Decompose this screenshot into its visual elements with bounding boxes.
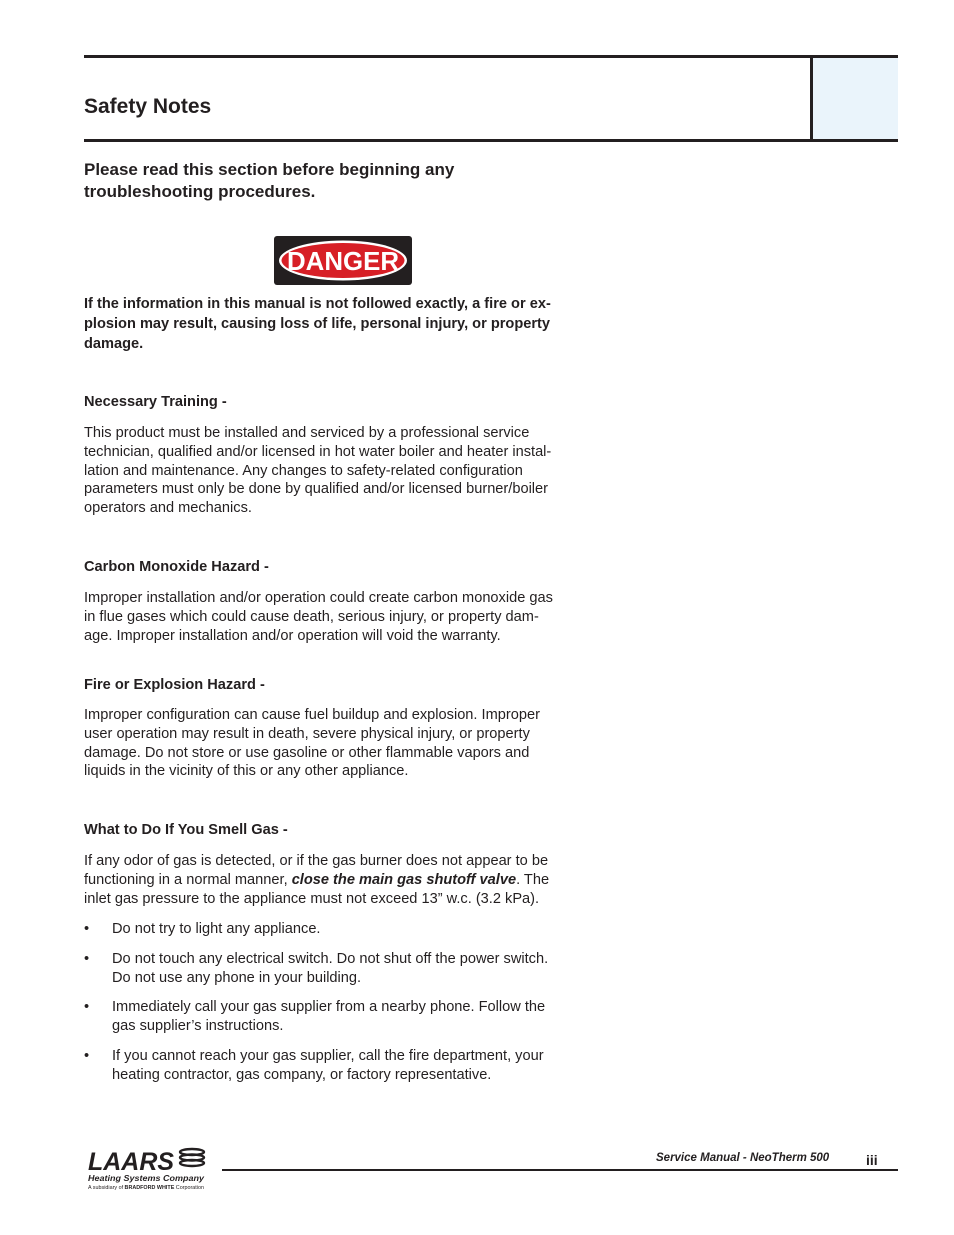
text-line: lation and maintenance. Any changes to safety-related configuration	[84, 462, 523, 479]
footer-rule	[222, 1169, 898, 1171]
header-bottom-rule	[84, 139, 898, 142]
text-line: user operation may result in death, severe physical injury, or property	[84, 725, 530, 742]
fire-explosion-text	[84, 706, 594, 781]
text-line: in flue gases which could cause death, serious injury, or property dam-	[84, 608, 539, 625]
list-item	[84, 998, 594, 1036]
text-line: Immediately call your gas supplier from a nearby phone. Follow the	[112, 999, 546, 1015]
text-line: liquids in the vicinity of this or any other appliance.	[84, 763, 409, 780]
bullet-marker: •	[84, 921, 90, 937]
text-line: Improper configuration can cause fuel buildup and explosion. Improper	[84, 707, 540, 723]
text-line: parameters must only be done by qualified and/or licensed burner/boiler	[84, 481, 549, 498]
warning-line: If the information in this manual is not followed exactly, a fire or ex-	[84, 296, 551, 312]
text-line: If you cannot reach your gas supplier, call the fire department, your	[112, 1048, 544, 1064]
fire-explosion-heading: Fire or Explosion Hazard -	[84, 677, 265, 693]
logo-emblem-icon	[180, 1149, 204, 1166]
necessary-training-heading: Necessary Training -	[84, 394, 227, 410]
list-item	[84, 950, 594, 988]
section-tab-box	[810, 58, 898, 139]
list-item-text	[112, 1047, 594, 1085]
page-number: iii	[866, 1152, 878, 1168]
list-item-text	[112, 950, 594, 988]
warning-line: plosion may result, causing loss of life, personal injury, or property	[84, 316, 551, 332]
carbon-monoxide-text	[84, 589, 594, 645]
text-line: inlet gas pressure to the appliance must not exceed 13” w.c. (3.2 kPa).	[84, 890, 540, 907]
logo-tagline: Heating Systems Company	[88, 1173, 206, 1183]
warning-line: damage.	[84, 336, 144, 352]
logo-brand: LAARS	[88, 1148, 175, 1176]
text-line: Do not touch any electrical switch. Do not shut off the power switch.	[112, 951, 549, 967]
list-item	[84, 920, 594, 939]
shutoff-valve-emphasis: close the main gas shutoff valve	[291, 871, 517, 888]
logo-subsidiary: A subsidiary of BRADFORD WHITE Corporation	[88, 1185, 202, 1191]
intro-text: Please read this section before beginning any troubleshooting procedures.	[84, 160, 455, 201]
necessary-training-text	[84, 424, 594, 518]
text-line: Do not use any phone in your building.	[112, 969, 362, 986]
text-line: technician, qualified and/or licensed in hot water boiler and heater instal-	[84, 443, 552, 460]
danger-sign-label: DANGER	[287, 246, 400, 276]
page-title: Safety Notes	[84, 95, 212, 118]
text-line: . The	[516, 871, 550, 888]
text-line: age. Improper installation and/or operation will void the warranty.	[84, 627, 501, 644]
text-line: functioning in a normal manner,	[84, 871, 292, 888]
header-top-rule	[84, 55, 898, 58]
laars-logo	[86, 1146, 210, 1192]
bullet-marker: •	[84, 999, 90, 1015]
text-line: This product must be installed and serviced by a professional service	[84, 425, 530, 441]
danger-warning-text	[84, 294, 594, 354]
smell-gas-text	[84, 852, 594, 908]
bullet-marker: •	[84, 951, 90, 967]
danger-sign	[274, 236, 412, 285]
text-line: Improper installation and/or operation could create carbon monoxide gas	[84, 590, 553, 606]
carbon-monoxide-heading: Carbon Monoxide Hazard -	[84, 559, 269, 575]
text-line: gas supplier’s instructions.	[112, 1017, 284, 1034]
list-item-text	[112, 998, 594, 1036]
text-line: heating contractor, gas company, or factory representative.	[112, 1066, 492, 1083]
text-line: operators and mechanics.	[84, 500, 252, 517]
smell-gas-heading: What to Do If You Smell Gas -	[84, 822, 288, 838]
bullet-marker: •	[84, 1048, 90, 1064]
list-item-text: Do not try to light any appliance.	[112, 921, 321, 937]
text-line: If any odor of gas is detected, or if the gas burner does not appear to be	[84, 853, 549, 869]
text-line: damage. Do not store or use gasoline or other flammable vapors and	[84, 744, 530, 761]
footer-manual-title: Service Manual - NeoTherm 500	[656, 1152, 830, 1164]
list-item	[84, 1047, 594, 1085]
